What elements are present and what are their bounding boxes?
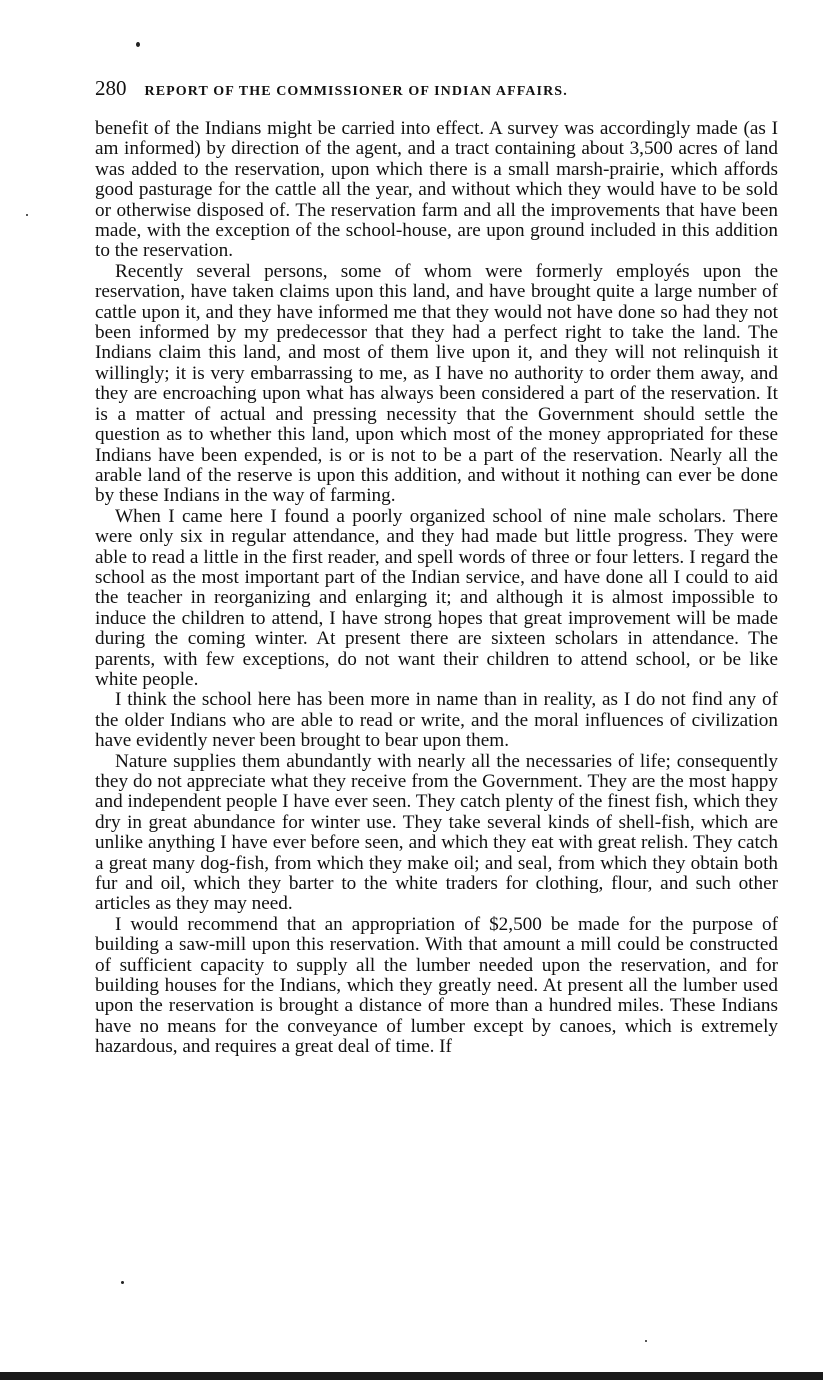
scan-speck [136,42,140,47]
scan-speck [645,1340,647,1342]
page-number: 280 [95,76,127,100]
running-head: REPORT OF THE COMMISSIONER OF INDIAN AFFAIRS. [144,84,568,99]
paragraph: I think the school here has been more in name than in reality, as I do not find any of the older Indians who are able to read or write, and the moral influences of civilization have evidently never been brought to bear upon them. [95,689,778,752]
page-bottom-edge [0,1372,823,1380]
paragraph: I would recommend that an appropriation of $2,500 be made for the purpose of building a saw-mill upon this reservation. With that amount a mill could be constructed of sufficient capacity to supply all the lumber needed upon the reservation, and for building houses for the Indians, which they greatly need. At present all the lumber used upon the reservation is brought a distance of more than a hundred miles. These Indians have no means for the conveyance of lumber except by canoes, which is extremely hazardous, and requires a great deal of time. If [95,913,778,1058]
paragraph: benefit of the Indians might be carried into effect. A survey was accordingly made (as I am informed) by direction of the agent, and a tract containing about 3,500 acres of land was added to the reservation, upon which there is a small marsh-prairie, which affords good pasturage for the cattle all the year, and without which they would have to be sold or otherwise disposed of. The reservation farm and all the improvements that have been made, with the exception of the school-house, are upon ground included in this addition to the reservation. [95,118,778,262]
report-body [95,119,778,1058]
paragraph: Recently several persons, some of whom were formerly employés upon the reservation, have taken claims upon this land, and have brought quite a large number of cattle upon it, and they have informed me that they would not have done so had they not been informed by my predecessor that they had a perfect right to take the land. The Indians claim this land, and most of them live upon it, and they will not relinquish it willingly; it is very embarrassing to me, as I have no authority to order them away, and they are encroaching upon what has always been considered a part of the reservation. It is a matter of actual and pressing necessity that the Government should settle the question as to whether this land, upon which most of the money appropriated for these Indians have been expended, is or is not to be a part of the reservation. Nearly all the arable land of the reserve is upon this addition, and without it nothing can ever be done by these Indians in the way of farming. [95,260,778,507]
paragraph: Nature supplies them abundantly with nearly all the necessaries of life; consequently they do not appreciate what they receive from the Government. They are the most happy and independent people I have ever seen. They catch plenty of the finest fish, which they dry in great abundance for winter use. They take several kinds of shell-fish, which are unlike anything I have ever before seen, and which they eat with great relish. They catch a great many dog-fish, from which they make oil; and seal, from which they obtain both fur and oil, which they barter to the white traders for clothing, flour, and such other articles as they may need. [95,750,778,915]
page-header [95,76,785,102]
scan-speck [121,1281,124,1284]
paragraph: When I came here I found a poorly organized school of nine male scholars. There were only six in regular attendance, and they had made but little progress. They were able to read a little in the first reader, and spell words of three or four letters. I regard the school as the most important part of the Indian service, and have done all I could to aid the teacher in reorganizing and enlarging it; and although it is almost impossible to induce the children to attend, I have strong hopes that great improvement will be made during the coming winter. At present there are sixteen scholars in attendance. The parents, with few exceptions, do not want their children to attend school, or be like white people. [95,505,778,690]
scan-speck [26,214,28,216]
